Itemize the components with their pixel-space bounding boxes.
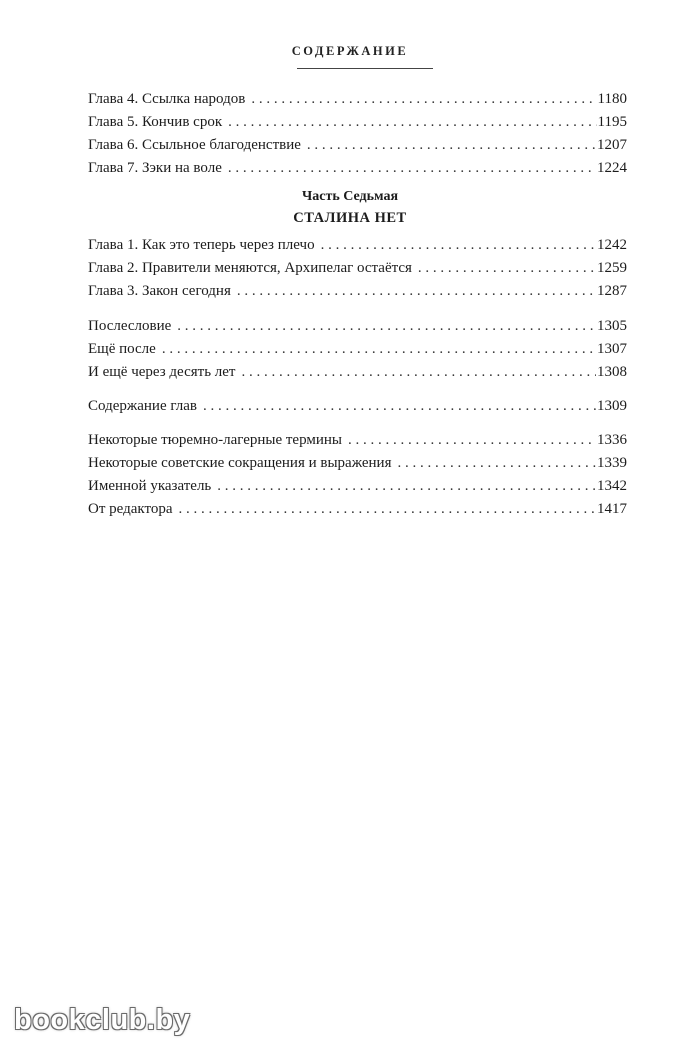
watermark: bookclub.by [14, 1004, 191, 1036]
toc-entry-page: 1307 [597, 341, 627, 357]
toc-entry-page: 1417 [597, 501, 627, 517]
toc-entry-title: Глава 5. Кончив срок [88, 114, 223, 130]
toc-entry[interactable] [88, 395, 627, 418]
dot-leader [418, 257, 596, 280]
toc-entry-page: 1342 [597, 478, 627, 494]
toc-group-appendices [88, 429, 627, 521]
dot-leader [237, 280, 596, 303]
toc-entry[interactable] [88, 234, 627, 257]
dot-leader [162, 338, 596, 361]
toc-entry[interactable] [88, 257, 627, 280]
toc-entry-page: 1336 [597, 432, 627, 448]
toc-entry[interactable] [88, 429, 627, 452]
toc-group-part-six [88, 88, 627, 180]
dot-leader [217, 475, 596, 498]
toc-entry-title: Глава 4. Ссылка народов [88, 91, 246, 107]
toc-entry-title: Глава 6. Ссыльное благоденствие [88, 137, 301, 153]
dot-leader [348, 429, 596, 452]
toc-entry-title: Глава 2. Правители меняются, Архипелаг остаётся [88, 260, 412, 276]
toc-entry-page: 1305 [597, 318, 627, 334]
toc-entry-title: От редактора [88, 501, 173, 517]
dot-leader [251, 88, 596, 111]
dot-leader [179, 498, 597, 521]
toc-entry-title: Некоторые тюремно-лагерные термины [88, 432, 342, 448]
toc-group-part-seven [88, 234, 627, 303]
toc-entry-title: Послесловие [88, 318, 172, 334]
part-label: Часть Седьмая [301, 189, 399, 204]
toc-group-afterwords [88, 315, 627, 384]
toc-entry-title: Глава 1. Как это теперь через плечо [88, 237, 315, 253]
toc-entry-title: Именной указатель [88, 478, 212, 494]
toc-entry-title: Ещё после [88, 341, 156, 357]
toc-entry[interactable] [88, 361, 627, 384]
toc-entry-page: 1287 [597, 283, 627, 299]
toc-entry-page: 1207 [597, 137, 627, 153]
dot-leader [321, 234, 596, 257]
dot-leader [228, 111, 596, 134]
toc-entry-page: 1180 [597, 91, 627, 107]
toc-entry-page: 1242 [597, 237, 627, 253]
dot-leader [241, 361, 596, 384]
dot-leader [177, 315, 596, 338]
toc-entry-page: 1309 [597, 398, 627, 414]
part-title: СТАЛИНА НЕТ [293, 210, 407, 226]
toc-entry[interactable] [88, 88, 627, 111]
toc-entry-title: Глава 3. Закон сегодня [88, 283, 231, 299]
dot-leader [307, 134, 596, 157]
dot-leader [203, 395, 596, 418]
toc-entry-page: 1259 [597, 260, 627, 276]
toc-entry[interactable] [88, 111, 627, 134]
toc-entry-title: Содержание глав [88, 398, 197, 414]
toc-entry[interactable] [88, 315, 627, 338]
toc-entry-page: 1339 [597, 455, 627, 471]
toc-entry-page: 1195 [597, 114, 627, 130]
toc-entry-title: Некоторые советские сокращения и выражения [88, 455, 392, 471]
toc-entry[interactable] [88, 475, 627, 498]
toc-entry[interactable] [88, 338, 627, 361]
toc-entry[interactable] [88, 157, 627, 180]
running-head-rule [297, 68, 433, 69]
toc-entry[interactable] [88, 452, 627, 475]
dot-leader [228, 157, 596, 180]
toc-entry[interactable] [88, 280, 627, 303]
toc-entry-title: И ещё через десять лет [88, 364, 236, 380]
toc-entry[interactable] [88, 134, 627, 157]
toc-group-chapter-contents [88, 395, 627, 418]
toc-entry[interactable] [88, 498, 627, 521]
toc-entry-title: Глава 7. Зэки на воле [88, 160, 222, 176]
running-head: СОДЕРЖАНИЕ [291, 44, 409, 58]
toc-entry-page: 1308 [597, 364, 627, 380]
toc-entry-page: 1224 [597, 160, 627, 176]
dot-leader [397, 452, 596, 475]
